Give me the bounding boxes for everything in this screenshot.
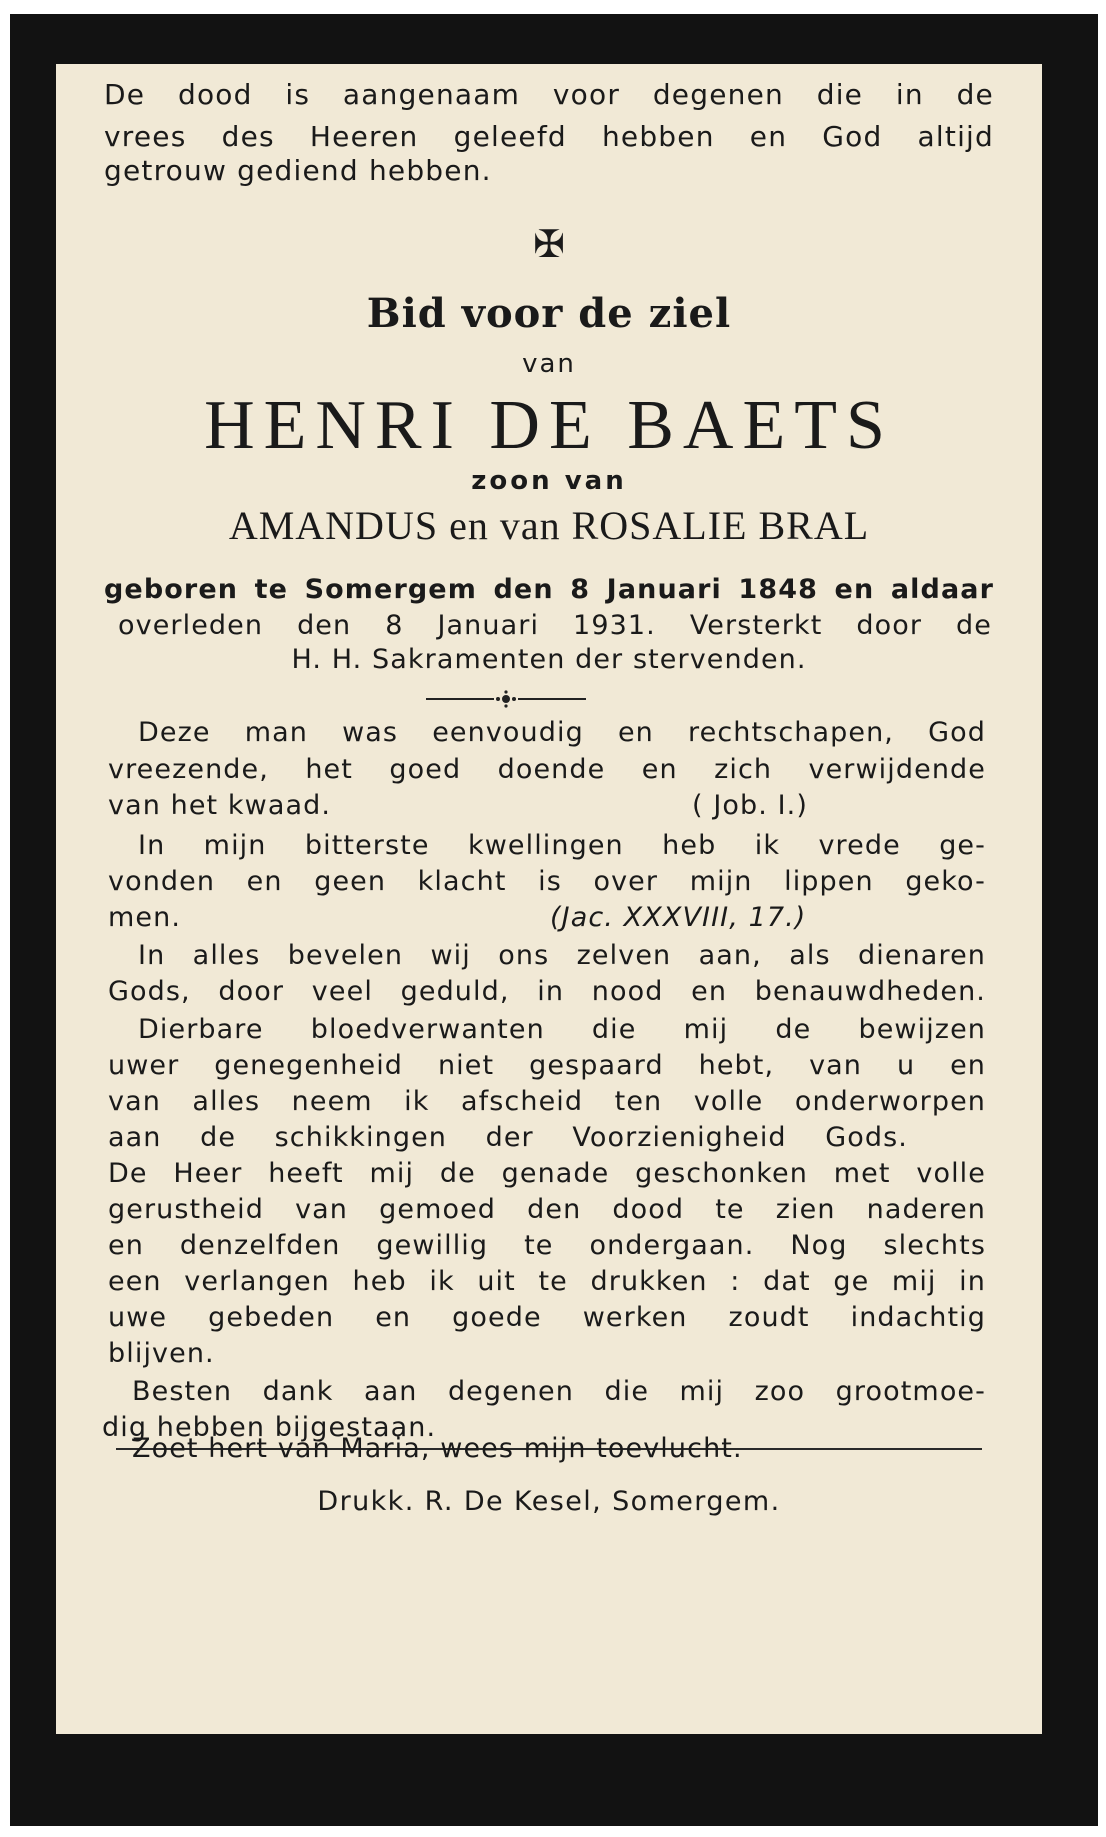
prayer-heading: Bid voor de ziel	[366, 290, 732, 337]
epigraph-line: getrouw gediend hebben.	[104, 154, 492, 187]
invocation-line: Zoet hert van Maria, wees mijn toevlucht.	[132, 1433, 743, 1464]
jac-quote-reference: (Jac. XXXVIII, 17.)	[550, 902, 807, 933]
gods-paragraph-line: In alles bevelen wij ons zelven aan, als dienaren	[138, 940, 986, 971]
job-quote-line: vreezende, het goed doende en zich verwijdende	[108, 754, 986, 785]
job-quote-line: Deze man was eenvoudig en rechtschapen, God	[138, 717, 986, 748]
epigraph-line: De dood is aangenaam voor degenen die in de	[104, 78, 994, 111]
farewell-line: Dierbare bloedverwanten die mij de bewijzen	[138, 1014, 986, 1045]
thanks-line: dig hebben bijgestaan.	[102, 1412, 437, 1443]
birth-death-line: geboren te Somergem den 8 Januari 1848 en aldaar	[104, 574, 994, 605]
memorial-card	[56, 64, 1042, 1734]
farewell-line: van alles neem ik afscheid ten volle onderworpen	[108, 1086, 986, 1117]
memorial-card-border	[10, 14, 1098, 1826]
birth-death-line: overleden den 8 Januari 1931. Versterkt door de	[118, 610, 992, 641]
job-quote-line: van het kwaad.	[108, 790, 332, 821]
farewell-line: een verlangen heb ik uit te drukken : dat ge mij in	[108, 1266, 986, 1297]
farewell-line: blijven.	[108, 1338, 215, 1369]
job-quote-reference: ( Job. I.)	[692, 790, 808, 821]
ornament-divider-icon	[426, 689, 586, 709]
farewell-line: uwe gebeden en goede werken zoudt indachtig	[108, 1302, 986, 1333]
jac-quote-line: men.	[108, 902, 182, 933]
thanks-line: Besten dank aan degenen die mij zoo grootmoe-	[132, 1376, 986, 1407]
van-label: van	[522, 349, 576, 379]
farewell-line: en denzelfden gewillig te ondergaan. Nog slechts	[108, 1230, 986, 1261]
parents-names: AMANDUS en van ROSALIE BRAL	[228, 503, 870, 548]
farewell-line: aan de schikkingen der Voorzienigheid Gods.	[108, 1122, 908, 1153]
farewell-line: De Heer heeft mij de genade geschonken met volle	[108, 1158, 986, 1189]
gods-paragraph-line: Gods, door veel geduld, in nood en benauwdheden.	[108, 976, 986, 1007]
farewell-line: gerustheid van gemoed den dood te zien naderen	[108, 1194, 986, 1225]
son-of-label: zoon van	[471, 466, 627, 496]
epigraph-line: vrees des Heeren geleefd hebben en God altijd	[104, 120, 994, 153]
deceased-name: HENRI DE BAETS	[204, 387, 894, 464]
farewell-line: uwer genegenheid niet gespaard hebt, van u en	[108, 1050, 986, 1081]
jac-quote-line: vonden en geen klacht is over mijn lippen geko-	[108, 866, 986, 897]
jac-quote-line: In mijn bitterste kwellingen heb ik vrede ge-	[138, 830, 986, 861]
cross-icon: ✠	[533, 222, 565, 266]
birth-death-line: H. H. Sakramenten der stervenden.	[291, 644, 807, 675]
printer-credit: Drukk. R. De Kesel, Somergem.	[317, 1486, 781, 1517]
